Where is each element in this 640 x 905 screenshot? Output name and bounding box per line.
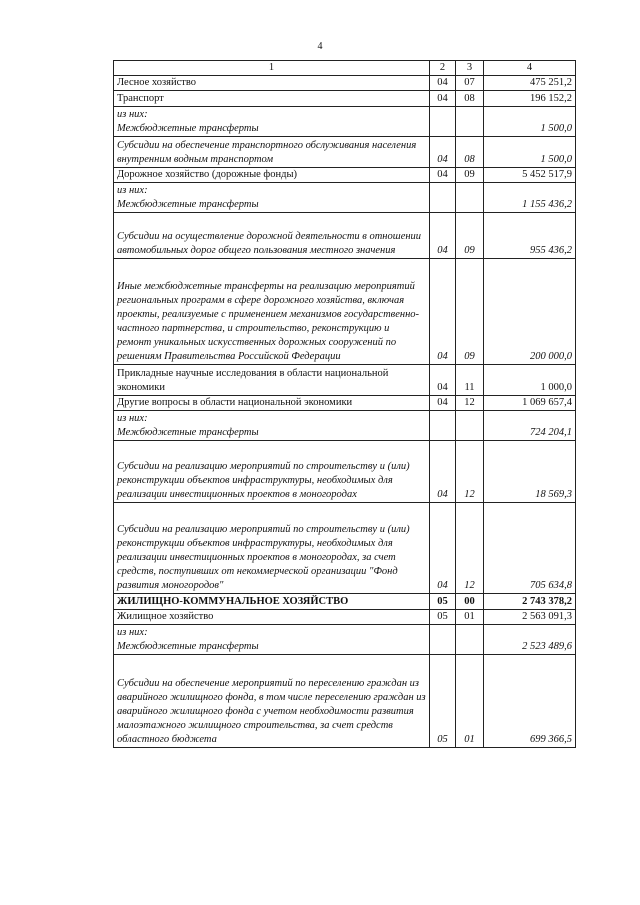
row-amount: 1 069 657,4 [484, 396, 576, 411]
row-section-code [430, 625, 456, 655]
table-row [114, 365, 576, 396]
row-subsection-code: 00 [456, 594, 484, 610]
table-row [114, 168, 576, 183]
row-name: Другие вопросы в области национальной экономики [114, 396, 430, 411]
row-section-code: 05 [430, 610, 456, 625]
row-name: из них: Межбюджетные трансферты [114, 183, 430, 213]
row-amount: 1 500,0 [484, 107, 576, 137]
row-subsection-code [456, 625, 484, 655]
row-subsection-code: 09 [456, 213, 484, 259]
row-subsection-code: 01 [456, 610, 484, 625]
row-section-code: 04 [430, 137, 456, 168]
row-section-code [430, 107, 456, 137]
row-section-code: 04 [430, 396, 456, 411]
table-row [114, 594, 576, 610]
table-row [114, 213, 576, 259]
row-amount: 1 000,0 [484, 365, 576, 396]
header-col-2: 2 [430, 61, 456, 76]
row-section-code: 04 [430, 168, 456, 183]
table-row [114, 91, 576, 107]
table-row [114, 625, 576, 655]
row-amount: 705 634,8 [484, 503, 576, 594]
table-row [114, 655, 576, 748]
row-subsection-code: 08 [456, 137, 484, 168]
row-amount: 955 436,2 [484, 213, 576, 259]
table-row [114, 183, 576, 213]
row-name: Субсидии на осуществление дорожной деятельности в отношении автомобильных дорог общего пользования местного значения [114, 213, 430, 259]
table-row [114, 503, 576, 594]
table-row [114, 610, 576, 625]
row-name: Дорожное хозяйство (дорожные фонды) [114, 168, 430, 183]
row-amount: 1 500,0 [484, 137, 576, 168]
row-name: Прикладные научные исследования в области национальной экономики [114, 365, 430, 396]
row-amount: 5 452 517,9 [484, 168, 576, 183]
table-row [114, 107, 576, 137]
row-name: ЖИЛИЩНО-КОММУНАЛЬНОЕ ХОЗЯЙСТВО [114, 594, 430, 610]
row-section-code: 05 [430, 594, 456, 610]
budget-table-body [114, 76, 576, 748]
row-subsection-code: 01 [456, 655, 484, 748]
row-amount: 18 569,3 [484, 441, 576, 503]
row-amount: 196 152,2 [484, 91, 576, 107]
row-amount: 475 251,2 [484, 76, 576, 91]
page-number: 4 [317, 41, 323, 52]
row-section-code: 04 [430, 76, 456, 91]
row-subsection-code [456, 183, 484, 213]
table-header-row [114, 61, 576, 76]
table-row [114, 411, 576, 441]
row-amount: 2 563 091,3 [484, 610, 576, 625]
row-amount: 200 000,0 [484, 259, 576, 365]
row-name: Иные межбюджетные трансферты на реализацию мероприятий региональных программ в сфере дорожного хозяйства, включая проекты, реализуемые с применением механизмов государственно-частного партнерства, и строительство, реконструкцию и ремонт уникальных искусственных дорожных сооружений по решениям Правительства Российской Федерации [114, 259, 430, 365]
row-name: Субсидии на реализацию мероприятий по строительству и (или) реконструкции объектов инфраструктуры, необходимых для реализации инвестиционных проектов в моногородах [114, 441, 430, 503]
row-subsection-code: 11 [456, 365, 484, 396]
row-subsection-code: 12 [456, 441, 484, 503]
row-subsection-code: 12 [456, 396, 484, 411]
row-name: Субсидии на обеспечение мероприятий по переселению граждан из аварийного жилищного фонда, в том числе переселению граждан из аварийного жилищного фонда с учетом необходимости развития малоэтажного жилищного строительства, за счет средств областного бюджета [114, 655, 430, 748]
row-name: Жилищное хозяйство [114, 610, 430, 625]
row-amount: 724 204,1 [484, 411, 576, 441]
row-section-code: 04 [430, 259, 456, 365]
header-col-4: 4 [484, 61, 576, 76]
row-section-code: 04 [430, 503, 456, 594]
table-row [114, 76, 576, 91]
row-amount: 699 366,5 [484, 655, 576, 748]
table-row [114, 137, 576, 168]
row-section-code: 04 [430, 91, 456, 107]
row-section-code [430, 411, 456, 441]
row-amount: 2 743 378,2 [484, 594, 576, 610]
row-name: из них: Межбюджетные трансферты [114, 411, 430, 441]
row-amount: 1 155 436,2 [484, 183, 576, 213]
row-section-code: 05 [430, 655, 456, 748]
header-col-1: 1 [114, 61, 430, 76]
row-name: из них: Межбюджетные трансферты [114, 625, 430, 655]
row-section-code: 04 [430, 441, 456, 503]
row-name: Субсидии на обеспечение транспортного обслуживания населения внутренним водным транспортом [114, 137, 430, 168]
row-amount: 2 523 489,6 [484, 625, 576, 655]
row-subsection-code: 12 [456, 503, 484, 594]
row-section-code [430, 183, 456, 213]
table-row [114, 441, 576, 503]
table-row [114, 396, 576, 411]
row-subsection-code: 09 [456, 259, 484, 365]
row-section-code: 04 [430, 365, 456, 396]
row-subsection-code: 09 [456, 168, 484, 183]
row-name: из них: Межбюджетные трансферты [114, 107, 430, 137]
row-name: Транспорт [114, 91, 430, 107]
row-subsection-code [456, 411, 484, 441]
row-name: Субсидии на реализацию мероприятий по строительству и (или) реконструкции объектов инфраструктуры, необходимых для реализации инвестиционных проектов в моногородах, за счет средств, поступивших от некоммерческой организации "Фонд развития моногородов" [114, 503, 430, 594]
row-subsection-code [456, 107, 484, 137]
row-name: Лесное хозяйство [114, 76, 430, 91]
budget-table [113, 60, 576, 748]
row-section-code: 04 [430, 213, 456, 259]
row-subsection-code: 08 [456, 91, 484, 107]
header-col-3: 3 [456, 61, 484, 76]
table-row [114, 259, 576, 365]
row-subsection-code: 07 [456, 76, 484, 91]
